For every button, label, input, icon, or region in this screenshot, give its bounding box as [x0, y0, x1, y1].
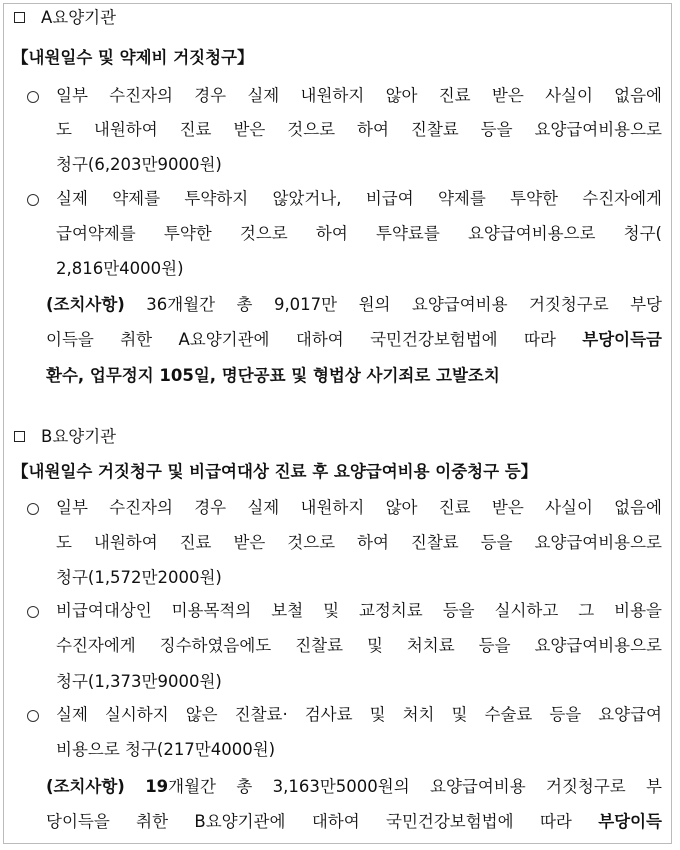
section-a-item-2-line-1: 실제 약제를 투약하지 않았거나, 비급여 약제를 투약한 수진자에게	[56, 189, 662, 208]
circle-bullet-icon	[27, 503, 39, 515]
square-bullet-icon	[14, 12, 25, 23]
section-a-item-1-line-1: 일부 수진자의 경우 실제 내원하지 않아 진료 받은 사실이 없음에	[56, 86, 662, 105]
square-bullet-icon	[14, 431, 25, 442]
section-b-item-2-line-3: 청구(1,373만9000원)	[56, 672, 222, 691]
circle-bullet-icon	[27, 606, 39, 618]
section-b-item-2-line-1: 비급여대상인 미용목적의 보철 및 교정치료 등을 실시하고 그 비용을	[56, 601, 662, 620]
section-b-item-1-line-3: 청구(1,572만2000원)	[56, 568, 222, 587]
section-b-heading: 【내원일수 거짓청구 및 비급여대상 진료 후 요양급여비용 이중청구 등】	[12, 462, 538, 481]
section-a-item-1-line-3: 청구(6,203만9000원)	[56, 155, 222, 174]
section-a-item-2-line-2: 급여약제를 투약한 것으로 하여 투약료를 요양급여비용으로 청구(	[56, 224, 662, 243]
section-b-item-1-line-2: 도 내원하여 진료 받은 것으로 하여 진찰료 등을 요양급여비용으로	[56, 533, 662, 552]
section-a-item-1-line-2: 도 내원하여 진료 받은 것으로 하여 진찰료 등을 요양급여비용으로	[56, 120, 662, 139]
circle-bullet-icon	[27, 91, 39, 103]
section-b-action-line-2: 당이득을 취한 B요양기관에 대하여 국민건강보험법에 따라 부당이득	[46, 812, 662, 831]
section-b-item-2-line-2: 수진자에게 징수하였음에도 진찰료 및 처치료 등을 요양급여비용으로	[56, 636, 662, 655]
section-a-action-line-3: 환수, 업무정지 105일, 명단공표 및 형법상 사기죄로 고발조치	[46, 366, 500, 385]
section-a-title: A요양기관	[14, 8, 116, 28]
section-a-action-line-1: (조치사항) 36개월간 총 9,017만 원의 요양급여비용 거짓청구로 부당	[46, 295, 662, 314]
circle-bullet-icon	[27, 710, 39, 722]
section-a-item-2-line-3: 2,816만4000원)	[56, 259, 184, 278]
circle-bullet-icon	[27, 194, 39, 206]
section-a-action-line-2: 이득을 취한 A요양기관에 대하여 국민건강보험법에 따라 부당이득금	[46, 330, 662, 349]
section-b-item-3-line-2: 비용으로 청구(217만4000원)	[56, 740, 276, 759]
section-b-item-3-line-1: 실제 실시하지 않은 진찰료· 검사료 및 처치 및 수술료 등을 요양급여	[56, 705, 662, 724]
section-b-title: B요양기관	[14, 427, 116, 447]
section-a-heading: 【내원일수 및 약제비 거짓청구】	[12, 48, 254, 67]
section-b-item-1-line-1: 일부 수진자의 경우 실제 내원하지 않아 진료 받은 사실이 없음에	[56, 498, 662, 517]
section-b-action-line-1: (조치사항) 19개월간 총 3,163만5000원의 요양급여비용 거짓청구로 부	[46, 777, 662, 796]
